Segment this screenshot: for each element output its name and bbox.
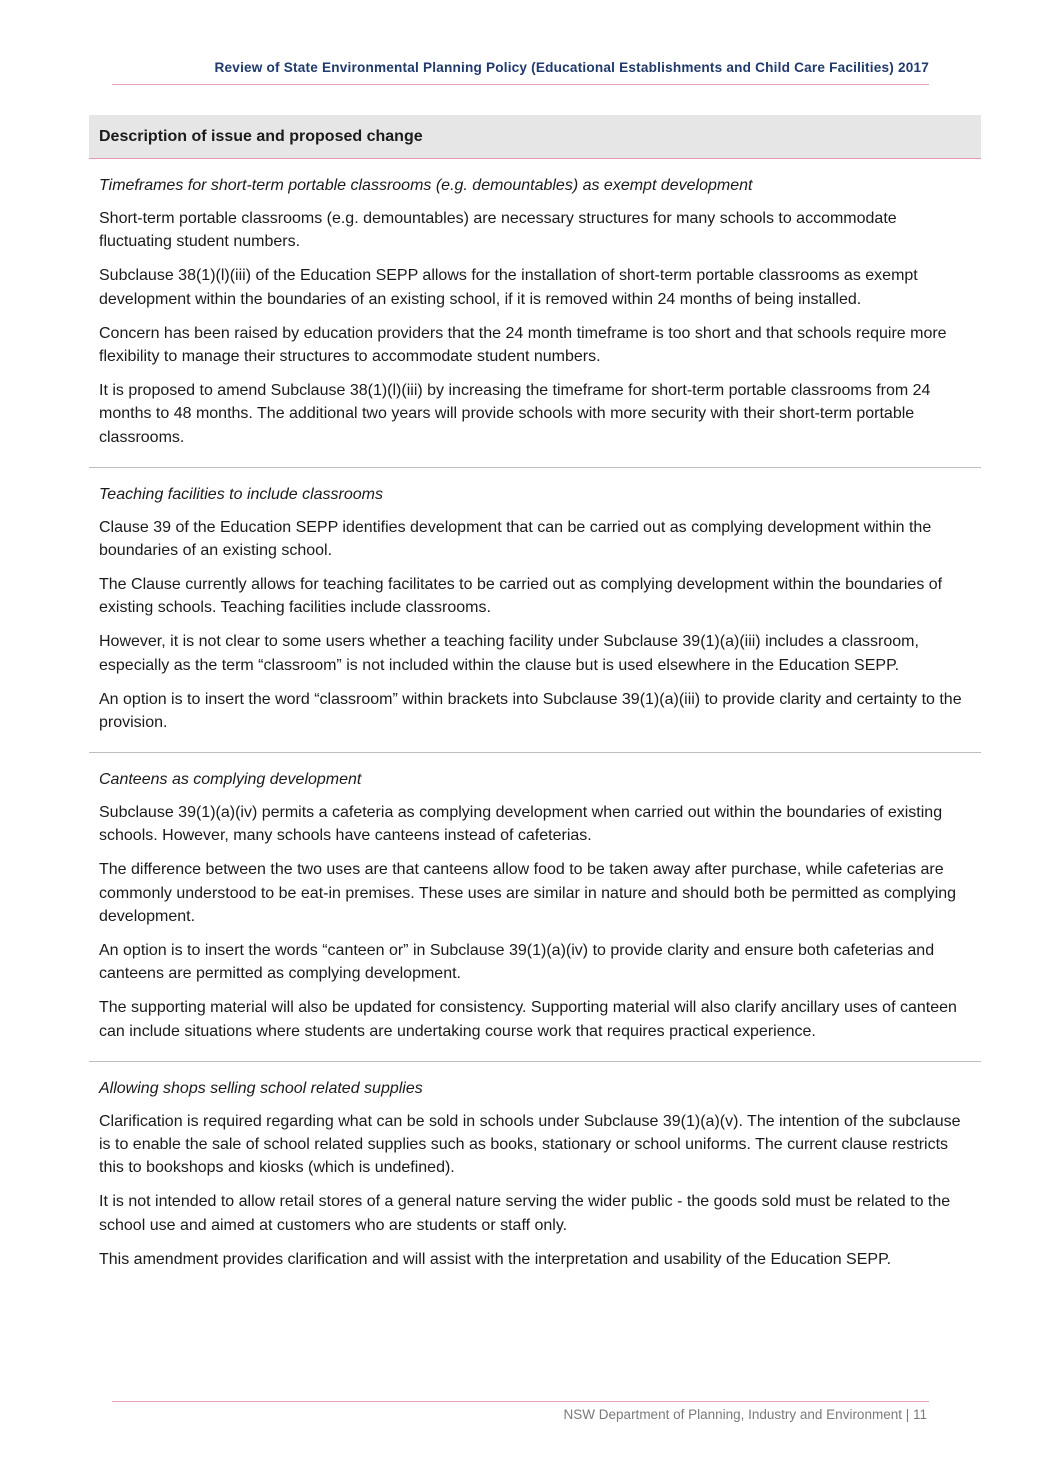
paragraph: Concern has been raised by education providers that the 24 month timeframe is too short and that schools require more flexibility to manage their structures to accommodate student numbers. [99,324,947,366]
page-footer: NSW Department of Planning, Industry and Environment | 11 [563,1407,927,1422]
table-heading: Description of issue and proposed change [89,115,981,159]
paragraph: However, it is not clear to some users whether a teaching facility under Subclause 39(1)(a)(iii) includes a classroom, especially as the term “classroom” is not included within the clause but is used elsewhere in the Education SEPP. [99,633,919,674]
section-canteens [89,753,981,1062]
paragraph: This amendment provides clarification and will assist with the interpretation and usability of the Education SEPP. [99,1250,892,1268]
footer-divider [112,1401,929,1402]
paragraph: It is proposed to amend Subclause 38(1)(l)(iii) by increasing the timeframe for short-term portable classrooms from 24 months to 48 months. The additional two years will provide schools with more security with their short-term portable classrooms. [99,381,931,446]
paragraph: Clarification is required regarding what can be sold in schools under Subclause 39(1)(a)(v). The intention of the subclause is to enable the sale of school related supplies such as books, stationary or school uniforms. The current clause restricts this to bookshops and kiosks (which is undefined). [99,1112,961,1177]
section-title: Timeframes for short-term portable classrooms (e.g. demountables) as exempt development [99,177,753,194]
section-teaching-facilities [89,468,981,753]
section-title: Canteens as complying development [99,770,362,788]
header-divider [112,84,929,85]
paragraph: It is not intended to allow retail stores of a general nature serving the wider public - the goods sold must be related to the school use and aimed at customers who are students or staff only. [99,1193,951,1234]
paragraph: Subclause 39(1)(a)(iv) permits a cafeteria as complying development when carried out within the boundaries of existing schools. However, many schools have canteens instead of cafeterias. [99,803,943,845]
paragraph: The Clause currently allows for teaching facilitates to be carried out as complying development within the boundaries of existing schools. Teaching facilities include classrooms. [99,575,943,617]
paragraph: Clause 39 of the Education SEPP identifies development that can be carried out as complying development within the boundaries of an existing school. [99,518,932,560]
section-title: Teaching facilities to include classrooms [99,485,383,503]
section-portable-classrooms [89,159,981,468]
running-header: Review of State Environmental Planning Policy (Educational Establishments and Child Care Facilities) 2017 [214,60,929,75]
section-title: Allowing shops selling school related supplies [99,1079,423,1097]
section-school-shops [89,1062,981,1289]
paragraph: An option is to insert the word “classroom” within brackets into Subclause 39(1)(a)(iii) to provide clarity and certainty to the provision. [99,690,962,731]
issues-table [89,115,981,1289]
paragraph: An option is to insert the words “canteen or” in Subclause 39(1)(a)(iv) to provide clarity and ensure both cafeterias and canteens are permitted as complying development. [99,941,935,983]
paragraph: Subclause 38(1)(l)(iii) of the Education SEPP allows for the installation of short-term portable classrooms as exempt development within the boundaries of an existing school, if it is removed within 24 months of being installed. [99,267,918,308]
paragraph: Short-term portable classrooms (e.g. demountables) are necessary structures for many schools to accommodate fluctuating student numbers. [99,210,897,251]
paragraph: The difference between the two uses are that canteens allow food to be taken away after purchase, while cafeterias are commonly understood to be eat-in premises. These uses are similar in nature and should both be permitted as complying development. [99,861,957,926]
paragraph: The supporting material will also be updated for consistency. Supporting material will also clarify ancillary uses of canteen can include situations where students are undertaking course work that requires practical experience. [99,999,957,1040]
